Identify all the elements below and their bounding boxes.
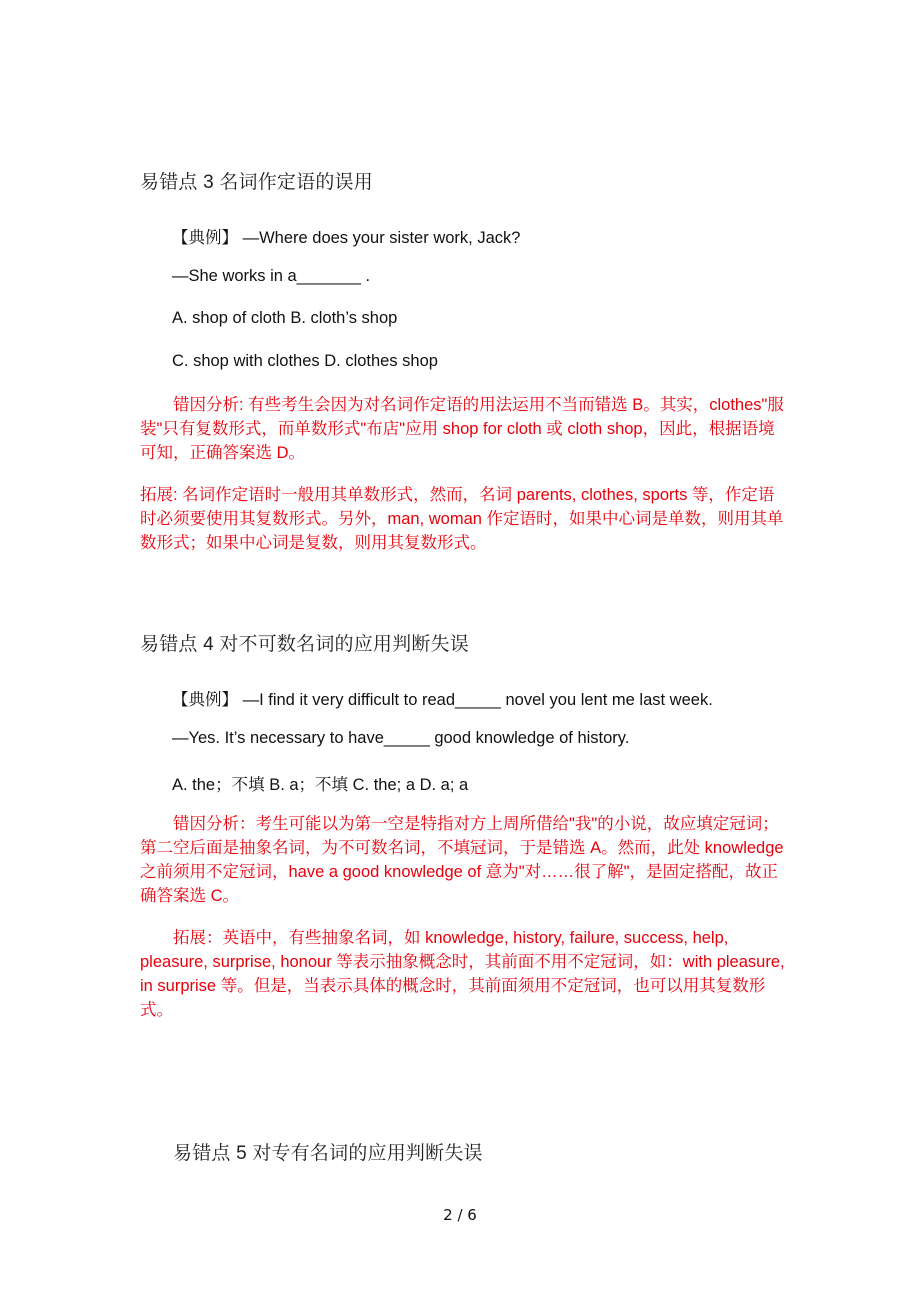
section-3-extension-text: 拓展: 名词作定语时一般用其单数形式，然而，名词 parents, clothes, sports 等，作定语时必须要使用其复数形式。另外，man, woman 作定语时，如果中心词是单数，则用其单数形式；如果中心词是复数，则用其复数形式。 [140, 486, 784, 552]
section-4-options: A. the；不填 B. a；不填 C. the; a D. a; a [172, 776, 469, 794]
section-4-error-analysis-text: 错因分析：考生可能以为第一空是特指对方上周所借给"我"的小说，故应填定冠词；第二空后面是抽象名词，为不可数名词，不填冠词，于是错选 A。然而，此处 knowledge 之前须用不定冠词，have a good knowledge of 意为"对……很了解"，是固定搭配，故正确答案选 C。 [140, 815, 784, 905]
section-5-title: 易错点 5 对专有名词的应用判断失误 [173, 1143, 483, 1164]
section-3-example-question: 【典例】 —Where does your sister work, Jack? [172, 229, 521, 247]
section-4-example-answer: —Yes. It’s necessary to have_____ good knowledge of history. [172, 729, 630, 747]
section-3-example-answer: —She works in a_______ . [172, 267, 371, 285]
section-4-error-analysis [140, 812, 790, 908]
section-4-extension [140, 926, 790, 1022]
page-number: 2 / 6 [443, 1206, 477, 1224]
section-3-extension [140, 483, 790, 555]
section-3-error-analysis [140, 393, 790, 465]
section-3-title: 易错点 3 名词作定语的误用 [140, 172, 373, 193]
section-3-error-analysis-text: 错因分析: 有些考生会因为对名词作定语的用法运用不当而错选 B。其实，clothes"服装"只有复数形式，而单数形式"布店"应用 shop for cloth 或 cloth shop，因此，根据语境可知，正确答案选 D。 [140, 396, 784, 462]
section-3-options-cd: C. shop with clothes D. clothes shop [172, 352, 438, 370]
section-4-extension-text: 拓展：英语中，有些抽象名词，如 knowledge, history, failure, success, help, pleasure, surprise, honour 等表示抽象概念时，其前面不用不定冠词，如：with pleasure, in surprise 等。但是，当表示具体的概念时，其前面须用不定冠词，也可以用其复数形式。 [140, 929, 785, 1019]
section-4-title: 易错点 4 对不可数名词的应用判断失误 [140, 634, 469, 655]
section-4-example-question: 【典例】 —I find it very difficult to read_____ novel you lent me last week. [172, 691, 713, 709]
section-3-options-ab: A. shop of cloth B. cloth’s shop [172, 309, 398, 327]
